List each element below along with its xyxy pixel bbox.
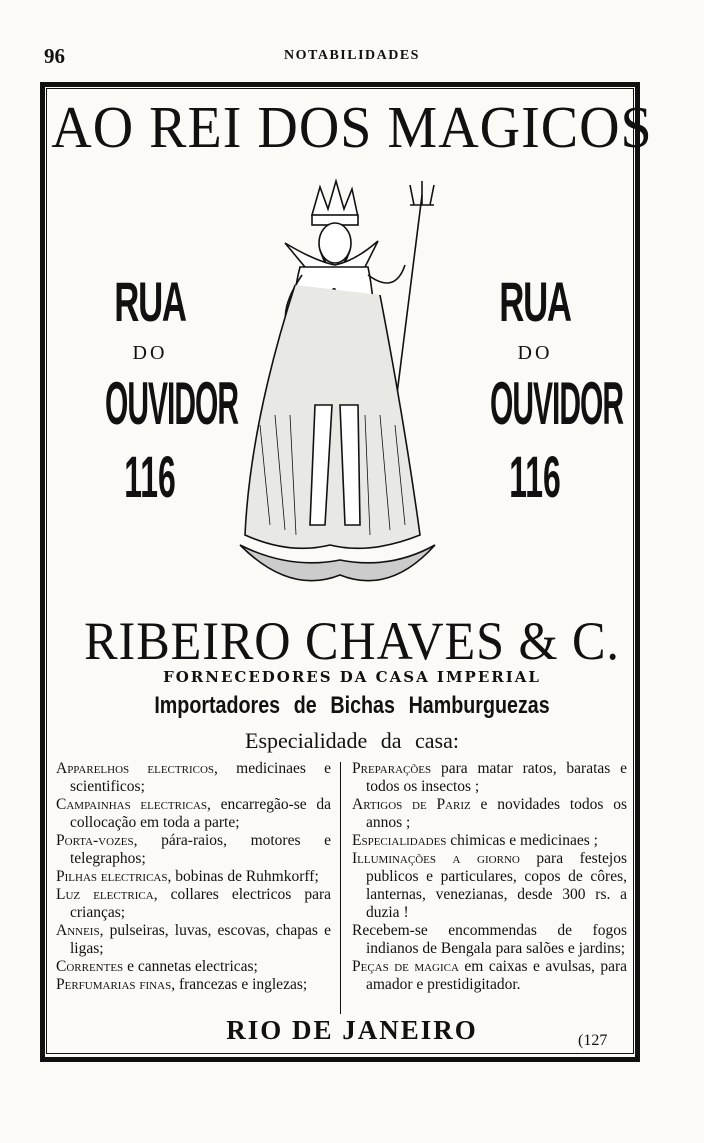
item-heading: Especialidades [352, 832, 447, 849]
column-divider [340, 762, 341, 1014]
catalog-number: (127 [578, 1032, 608, 1049]
item-text: em caixas e avulsas, para amador e prestidigitador. [366, 958, 628, 993]
right-street-address [445, 272, 625, 509]
product-list-item [352, 958, 627, 994]
running-head: NOTABILIDADES [284, 48, 420, 63]
item-text: , pulseiras, luvas, escovas, chapas e ligas; [70, 922, 331, 957]
product-list-item [56, 868, 331, 886]
purveyor-line: FORNECEDORES DA CASA IMPERIAL [163, 668, 541, 686]
ad-title: AO REI DOS MAGICOS [51, 95, 653, 161]
item-heading: Illuminações a giorno [352, 850, 520, 867]
street-number: 116 [509, 445, 561, 510]
magician-king-illustration [230, 175, 445, 595]
street-rua: RUA [114, 270, 186, 333]
item-text: chimicas e medicinaes ; [446, 832, 598, 849]
item-heading: Apparelhos electricos [56, 760, 215, 777]
street-name: OUVIDOR [105, 370, 239, 437]
product-list-item [56, 922, 331, 958]
importers-line: Importadores de Bichas Hamburguezas [154, 692, 550, 719]
item-heading: Artigos de Pariz [352, 796, 471, 813]
item-heading: Porta-vozes [56, 832, 134, 849]
item-text: , encarregão-se da collocação em toda a parte; [70, 796, 331, 831]
item-heading: Perfumarias finas [56, 976, 172, 993]
street-rua: RUA [499, 270, 571, 333]
item-text: para festejos publicos e particulares, copos de côres, lanternas, venezianas, desde 300 rs. a duzia ! [366, 850, 627, 921]
city-line: RIO DE JANEIRO [226, 1015, 478, 1045]
left-product-list [56, 760, 331, 994]
item-heading: Preparações [352, 760, 432, 777]
left-street-address [60, 272, 240, 509]
item-text: para matar ratos, baratas e todos os insectos ; [366, 760, 627, 795]
street-number: 116 [124, 445, 176, 510]
item-heading: Peças de magica [352, 958, 459, 975]
product-list-item [352, 760, 627, 796]
product-list-item [56, 976, 331, 994]
product-list-item [56, 760, 331, 796]
item-heading: Pilhas electricas [56, 868, 168, 885]
item-text: , medicinaes e scientificos; [70, 760, 331, 795]
item-text: e cannetas electricas; [123, 958, 258, 975]
item-heading: Correntes [56, 958, 124, 975]
item-text: e novidades todos os annos ; [366, 796, 627, 831]
product-list-item [56, 796, 331, 832]
product-list-item [352, 796, 627, 832]
item-text: , collares electricos para crianças; [70, 886, 331, 921]
company-name: RIBEIRO CHAVES & C. [84, 611, 620, 671]
product-list-item [56, 958, 331, 976]
item-heading: Anneis [56, 922, 100, 939]
product-list-item [56, 886, 331, 922]
product-list-item [56, 832, 331, 868]
street-name: OUVIDOR [490, 370, 624, 437]
specialty-heading: Especialidade da casa: [245, 728, 459, 753]
street-do: DO [517, 342, 553, 364]
item-text: , bobinas de Ruhmkorff; [167, 868, 319, 885]
product-list-item [352, 850, 627, 922]
page-number: 96 [44, 44, 65, 68]
right-product-list [352, 760, 627, 994]
product-list-item [352, 922, 627, 958]
product-list-item [352, 832, 627, 850]
item-heading: Luz electrica [56, 886, 154, 903]
item-text: Recebem-se encommendas de fogos indianos de Bengala para salões e jardins; [352, 922, 627, 957]
street-do: DO [132, 342, 168, 364]
item-text: , pára-raios, motores e telegraphos; [70, 832, 331, 867]
item-heading: Campainhas electricas [56, 796, 208, 813]
item-text: , francezas e inglezas; [171, 976, 308, 993]
